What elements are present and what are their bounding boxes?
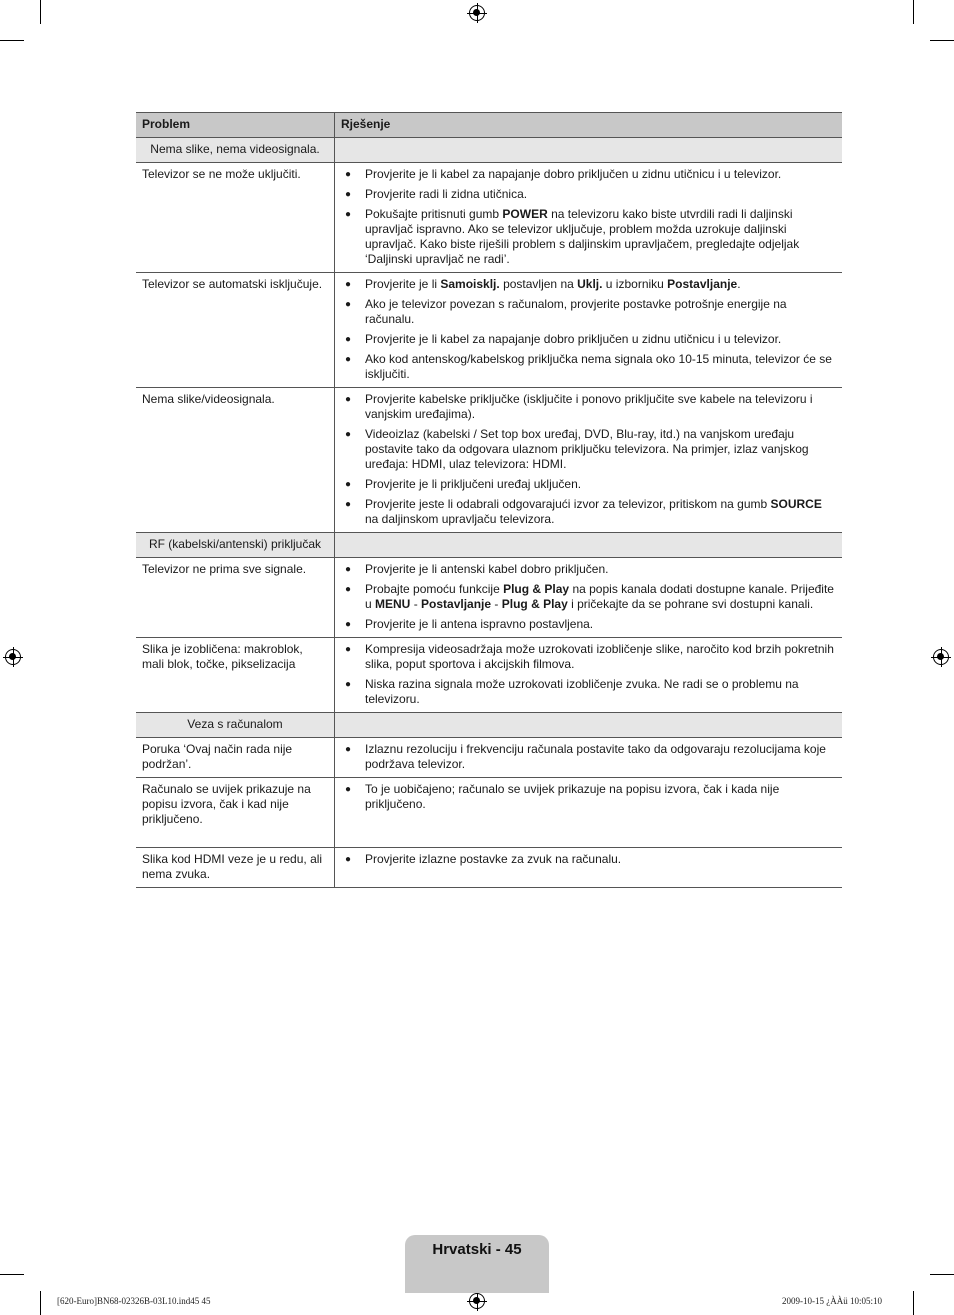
section-row: [136, 533, 842, 558]
solution-list: [341, 277, 836, 382]
solution-cell: [335, 738, 843, 778]
table-body: [136, 138, 842, 888]
bold-term: Postavljanje: [667, 277, 738, 291]
list-item: ● Provjerite radi li zidna utičnica.: [341, 187, 836, 202]
column-header-problem: Problem: [136, 113, 335, 138]
table-row: [136, 558, 842, 638]
registration-mark-icon: [5, 649, 21, 665]
table-row: [136, 273, 842, 388]
problem-cell: Televizor se ne može uključiti.: [136, 163, 335, 273]
list-item: ● To je uobičajeno; računalo se uvijek prikazuje na popisu izvora, čak i kada nije priključeno.: [341, 782, 836, 812]
list-item: ● Kompresija videosadržaja može uzrokovati izobličenje slike, naročito kod brzih pokretnih slika, poput sportova i akcijskih filmova.: [341, 642, 836, 672]
crop-mark: [40, 0, 41, 24]
bold-term: MENU: [375, 597, 411, 611]
table-row: [136, 738, 842, 778]
page-number-tab: [405, 1235, 549, 1293]
solution-cell: [335, 558, 843, 638]
bold-term: Uklj.: [577, 277, 603, 291]
bold-term: POWER: [502, 207, 548, 221]
bold-term: Postavljanje: [421, 597, 492, 611]
problem-cell: Poruka ‘Ovaj način rada nije podržan’.: [136, 738, 335, 778]
list-item: ● Provjerite je li kabel za napajanje dobro priključen u zidnu utičnicu i u televizor.: [341, 167, 836, 182]
problem-cell: Nema slike/videosignala.: [136, 388, 335, 533]
problem-cell: Televizor ne prima sve signale.: [136, 558, 335, 638]
solution-list: [341, 742, 836, 772]
list-item: ● Provjerite je li priključeni uređaj uključen.: [341, 477, 836, 492]
list-item: ● Ako kod antenskog/kabelskog priključka nema signala oko 10-15 minuta, televizor će se isključiti.: [341, 352, 836, 382]
registration-mark-icon: [469, 1293, 485, 1309]
solution-list: [341, 852, 836, 867]
table-row: [136, 848, 842, 888]
problem-cell: Slika kod HDMI veze je u redu, ali nema zvuka.: [136, 848, 335, 888]
list-item: ● Provjerite je li Samoisklj. postavljen na Uklj. u izborniku Postavljanje.: [341, 277, 836, 292]
table-row: [136, 163, 842, 273]
solution-cell: [335, 533, 843, 558]
list-item: ● Provjerite jeste li odabrali odgovarajući izvor za televizor, pritiskom na gumb SOURCE na daljinskom upravljaču televizora.: [341, 497, 836, 527]
bold-term: Samoisklj.: [440, 277, 500, 291]
solution-cell: [335, 848, 843, 888]
list-item: ● Niska razina signala može uzrokovati izobličenje zvuka. Ne radi se o problemu na televizoru.: [341, 677, 836, 707]
list-item: ● Pokušajte pritisnuti gumb POWER na televizoru kako biste utvrdili radi li daljinski upravljač ispravno. Ako se televizor uključuje, problem možda uzrokuje daljinski upravljač. Kako biste riješili problem s daljinskim upravljačem, pregledajte odjeljak ‘Daljinski upravljač ne radi’.: [341, 207, 836, 267]
table-row: [136, 388, 842, 533]
list-item: ● Provjerite je li antenski kabel dobro priključen.: [341, 562, 836, 577]
list-item: ● Izlaznu rezoluciju i frekvenciju računala postavite tako da odgovaraju rezolucijama koje podržava televizor.: [341, 742, 836, 772]
column-header-solution: Rješenje: [335, 113, 843, 138]
solution-list: [341, 562, 836, 632]
solution-cell: [335, 713, 843, 738]
crop-mark: [913, 1291, 914, 1315]
footer-right: 2009-10-15 ¿ÀÀü 10:05:10: [782, 1296, 882, 1306]
section-row: [136, 713, 842, 738]
registration-mark-icon: [933, 649, 949, 665]
list-item: ● Provjerite je li kabel za napajanje dobro priključen u zidnu utičnicu i u televizor.: [341, 332, 836, 347]
solution-list: [341, 167, 836, 267]
bold-term: Plug & Play: [501, 597, 568, 611]
solution-list: [341, 782, 836, 812]
list-item: ● Provjerite izlazne postavke za zvuk na računalu.: [341, 852, 836, 867]
problem-cell: Računalo se uvijek prikazuje na popisu izvora, čak i kad nije priključeno.: [136, 778, 335, 848]
problem-cell: Televizor se automatski isključuje.: [136, 273, 335, 388]
page-label: Hrvatski - 45: [432, 1241, 522, 1258]
list-item: ● Ako je televizor povezan s računalom, provjerite postavke potrošnje energije na računalu.: [341, 297, 836, 327]
solution-cell: [335, 138, 843, 163]
section-title: Veza s računalom: [136, 713, 335, 738]
solution-list: [341, 392, 836, 527]
bold-term: SOURCE: [770, 497, 822, 511]
section-title: RF (kabelski/antenski) priključak: [136, 533, 335, 558]
list-item: ● Provjerite je li antena ispravno postavljena.: [341, 617, 836, 632]
section-row: [136, 138, 842, 163]
list-item: ● Probajte pomoću funkcije Plug & Play na popis kanala dodati dostupne kanale. Prijeđite u MENU - Postavljanje - Plug & Play i pričekajte da se pohrane svi dostupni kanali.: [341, 582, 836, 612]
footer-left: [620-Euro]BN68-02326B-03L10.ind45 45: [57, 1296, 211, 1306]
solution-cell: [335, 388, 843, 533]
problem-cell: Slika je izobličena: makroblok, mali blok, točke, pikselizacija: [136, 638, 335, 713]
solution-list: [341, 642, 836, 707]
table-header-row: [136, 113, 842, 138]
crop-mark: [913, 0, 914, 24]
solution-cell: [335, 163, 843, 273]
troubleshooting-table: [136, 112, 842, 888]
crop-mark: [930, 40, 954, 41]
crop-mark: [40, 1291, 41, 1315]
registration-mark-icon: [469, 5, 485, 21]
solution-cell: [335, 638, 843, 713]
solution-cell: [335, 778, 843, 848]
solution-cell: [335, 273, 843, 388]
crop-mark: [0, 40, 24, 41]
table-row: [136, 638, 842, 713]
table-row: [136, 778, 842, 848]
list-item: ● Provjerite kabelske priključke (isključite i ponovo priključite sve kabele na televizoru i vanjskim uređajima).: [341, 392, 836, 422]
bold-term: Plug & Play: [503, 582, 570, 596]
list-item: ● Videoizlaz (kabelski / Set top box uređaj, DVD, Blu-ray, itd.) na vanjskom uređaju postavite tako da odgovara ulaznom priključku televizora. Na primjer, izlaz vanjskog uređaja: HDMI, ulaz televizora: HDMI.: [341, 427, 836, 472]
crop-mark: [930, 1274, 954, 1275]
section-title: Nema slike, nema videosignala.: [136, 138, 335, 163]
crop-mark: [0, 1274, 24, 1275]
